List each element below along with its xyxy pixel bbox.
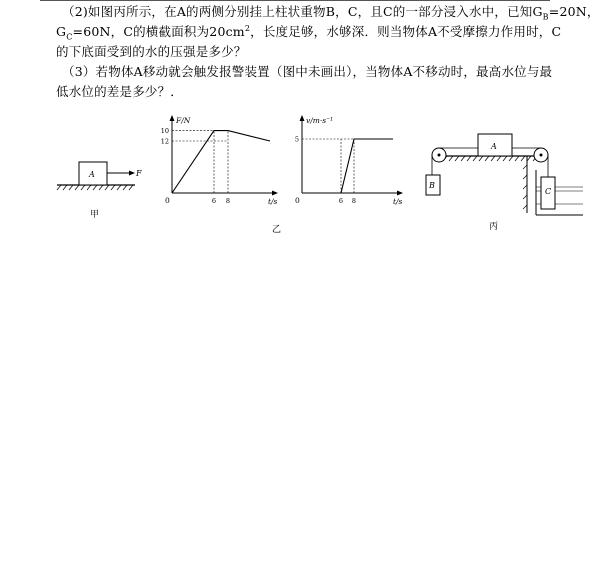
figure-jia <box>55 155 145 225</box>
block-a-label: A <box>89 170 95 179</box>
problem-part3-line1: （3）若物体A移动就会触发报警装置（图中未画出），当物体A不移动时，最高水位与最 <box>62 64 553 79</box>
velocity-time-chart <box>295 115 403 206</box>
ground-hatch <box>57 185 133 190</box>
right-pulley-axle <box>540 154 543 157</box>
force-time-chart <box>161 115 278 206</box>
text-segment: =20N， <box>548 4 600 19</box>
problem-part2-line1 <box>56 2 600 22</box>
subscript: C <box>66 32 73 42</box>
problem-part2-line3: 的下底面受到的水的压强是多少？ <box>56 44 247 59</box>
x-tick-label: 8 <box>225 197 231 205</box>
table-hatch <box>443 156 537 161</box>
data-line <box>302 139 393 193</box>
y-axis-label: F/N <box>176 116 191 125</box>
figure-bing <box>415 125 585 235</box>
subscript: B <box>542 12 549 22</box>
x-tick-label: 8 <box>351 197 357 205</box>
left-pulley-axle <box>438 154 441 157</box>
x-axis-label: t/s <box>393 197 403 206</box>
leg-hatch <box>523 165 527 209</box>
y-axis-label: v/m·s⁻¹ <box>306 116 334 125</box>
origin-label: 0 <box>165 196 170 205</box>
top-rule <box>40 0 550 1</box>
problem-part2-line2 <box>56 22 576 42</box>
problem-part3-line2: 低水位的差是多少？． <box>56 84 184 99</box>
block-a-label: A <box>491 142 497 151</box>
problem-text <box>56 2 600 102</box>
y-axis-arrowhead <box>170 115 175 121</box>
figure-caption-yi: 乙 <box>272 225 282 235</box>
x-tick-label: 6 <box>211 197 217 205</box>
text-segment: G <box>56 24 67 39</box>
text-segment: ，长度足够，水够深．则当物体A不受摩擦力作用时，C <box>250 24 562 39</box>
text-segment: （2)如图丙所示，在A的两侧分别挂上柱状重物B，C，且C的一部分浸入水中，已知G <box>62 4 543 19</box>
figure-caption-bing: 丙 <box>489 222 499 232</box>
superscript: 2 <box>244 23 251 33</box>
force-arrowhead <box>129 171 135 176</box>
force-label: F <box>136 169 142 178</box>
data-line <box>172 131 270 193</box>
block-b-label: B <box>429 181 435 190</box>
figure-caption-jia: 甲 <box>90 210 100 220</box>
y-axis-arrowhead <box>300 115 305 121</box>
block-c-label: C <box>545 187 552 196</box>
x-axis-label: t/s <box>268 197 278 206</box>
origin-label: 0 <box>295 196 300 205</box>
figure-yi-force-graph <box>152 115 287 215</box>
y-tick-label: 12 <box>160 137 169 146</box>
x-tick-label: 6 <box>338 197 344 205</box>
figure-yi-velocity-graph <box>287 115 412 215</box>
x-axis-arrowhead <box>272 191 278 196</box>
text-segment: =60N，C的横截面积为20cm <box>72 24 245 39</box>
x-axis-arrowhead <box>397 191 403 196</box>
y-tick-label: 5 <box>294 135 299 144</box>
y-tick-label: 10 <box>160 127 169 136</box>
